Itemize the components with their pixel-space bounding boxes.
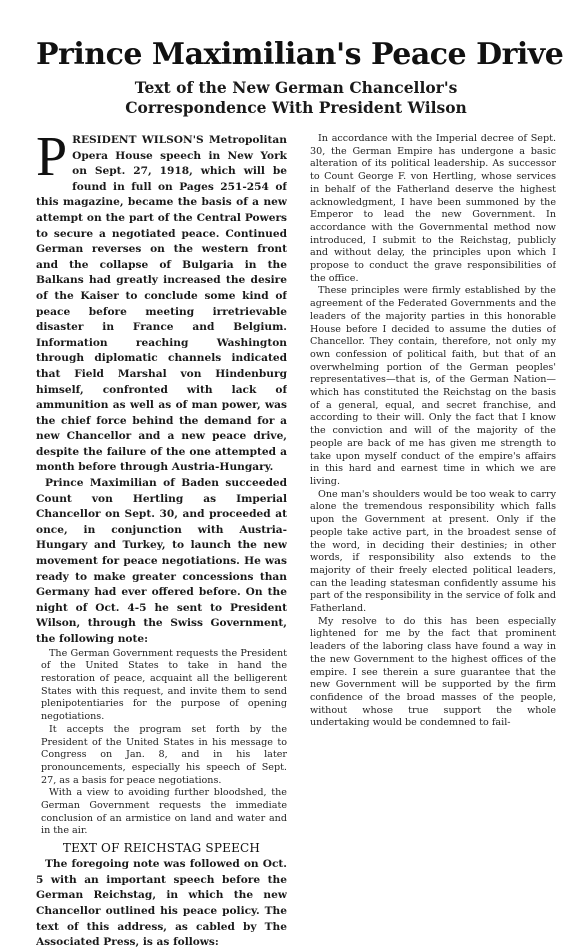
speech-paragraph-4: My resolve to do this has been especially lightened for me by the fact that prominent leaders of the laboring class have found a way in the new Government to the highest offices of the empire. I see therein a sure guarantee that the new Government will be supported by the firm confidence of the broad masses of the people, without whose true support the whole undertaking would be condemned to fail- — [310, 615, 556, 729]
note-paragraph-3: With a view to avoiding further bloodshed, the German Government requests the immediate conclusion of an armistice on land and water and in the air. — [41, 787, 287, 837]
speech-paragraph-1: In accordance with the Imperial decree of Sept. 30, the German Empire has undergone a basic alteration of its political leadership. As successor to Count George F. von Hertling, whose services in behalf of the Fatherland deserve the highest acknowledgment, I have been summoned by the Emperor to lead the new Government. In accordance with the Governmental method now introduced, I submit to the Reichstag, publicly and without delay, the principles upon which I propose to conduct the grave responsibilities of the office. — [310, 133, 556, 284]
column-left — [36, 133, 287, 951]
paragraph-prince-maximilian: Prince Maximilian of Baden succeeded Count von Hertling as Imperial Chancellor on Sept. 30, and proceeded at once, in conjunction with Austria-Hungary and Turkey, to launch the new movement for peace negotiations. He was ready to make greater concessions than Germany had ever offered before. On the night of Oct. 4-5 he sent to President Wilson, through the Swiss Government, the following note: — [36, 477, 287, 645]
speech-paragraph-3: One man's shoulders would be too weak to carry alone the tremendous responsibility which falls upon the Government at present. Only if the people take active part, in the broadest sense of the word, in deciding their destinies; in other words, if responsibility also extends to the majority of their freely elected political leaders, can the leading statesman confidently assume his part of the responsibility in the service of folk and Fatherland. — [310, 488, 556, 615]
article-columns — [36, 133, 556, 951]
section-heading: TEXT OF REICHSTAG SPEECH — [62, 841, 261, 856]
lead-paragraph — [36, 133, 287, 476]
note-paragraph-1: The German Government requests the President of the United States to take in hand the restoration of peace, acquaint all the belligerent States with this request, and invite them to send plenipotentiaries for the purpose of opening negotiations. — [41, 647, 287, 723]
lead-paragraph-text: RESIDENT WILSON'S Metropolitan Opera House speech in New York on Sept. 27, 1918, which will be found in full on Pages 251-254 of this magazine, became the basis of a new attempt on the part of the Central Powers to secure a negotiated peace. Continued German reverses on the western front and the collapse of Bulgaria in the Balkans had greatly increased the desire of the Kaiser to conclude some kind of peace before meeting irretrievable disaster in France and Belgium. Information reaching Washington through diplomatic channels indicated that Field Marshal von Hindenburg himself, confronted with lack of ammunition as well as of man power, was the chief force behind the demand for a new Chancellor and a new peace drive, despite the failure of the one attempted a month before through Austria-Hungary. — [36, 134, 287, 474]
subtitle-line-1: Text of the New German Chancellor's — [134, 78, 458, 97]
article-subtitle — [36, 78, 556, 118]
drop-cap: P — [36, 133, 68, 188]
speech-paragraph-2: These principles were firmly established by the agreement of the Federated Governments and the leaders of the majority parties in this honorable House before I decided to assume the duties of Chancellor. They contain, therefore, not only my own confession of political faith, but that of an overwhelming portion of the German peoples' representatives—that is, of the German Nation—which has constituted the Reichstag on the basis of a general, equal, and secret franchise, and according to their will. Only the fact that I know the conviction and will of the majority of the people are back of me has given me strength to take upon myself conduct of the empire's affairs in this hard and earnest time in which we are living. — [310, 285, 556, 487]
note-paragraph-2: It accepts the program set forth by the President of the United States in his message to Congress on Jan. 8, and in his later pronouncements, especially his speech of Sept. 27, as a basis for peace negotiations. — [41, 723, 287, 786]
column-right — [305, 133, 556, 951]
article-title: Prince Maximilian's Peace Drive — [36, 37, 564, 72]
subtitle-line-2: Correspondence With President Wilson — [125, 98, 467, 117]
paragraph-reichstag-intro: The foregoing note was followed on Oct. 5 with an important speech before the German Reichstag, in which the new Chancellor outlined his peace policy. The text of this address, as cabled by The Associated Press, is as follows: — [36, 858, 287, 949]
